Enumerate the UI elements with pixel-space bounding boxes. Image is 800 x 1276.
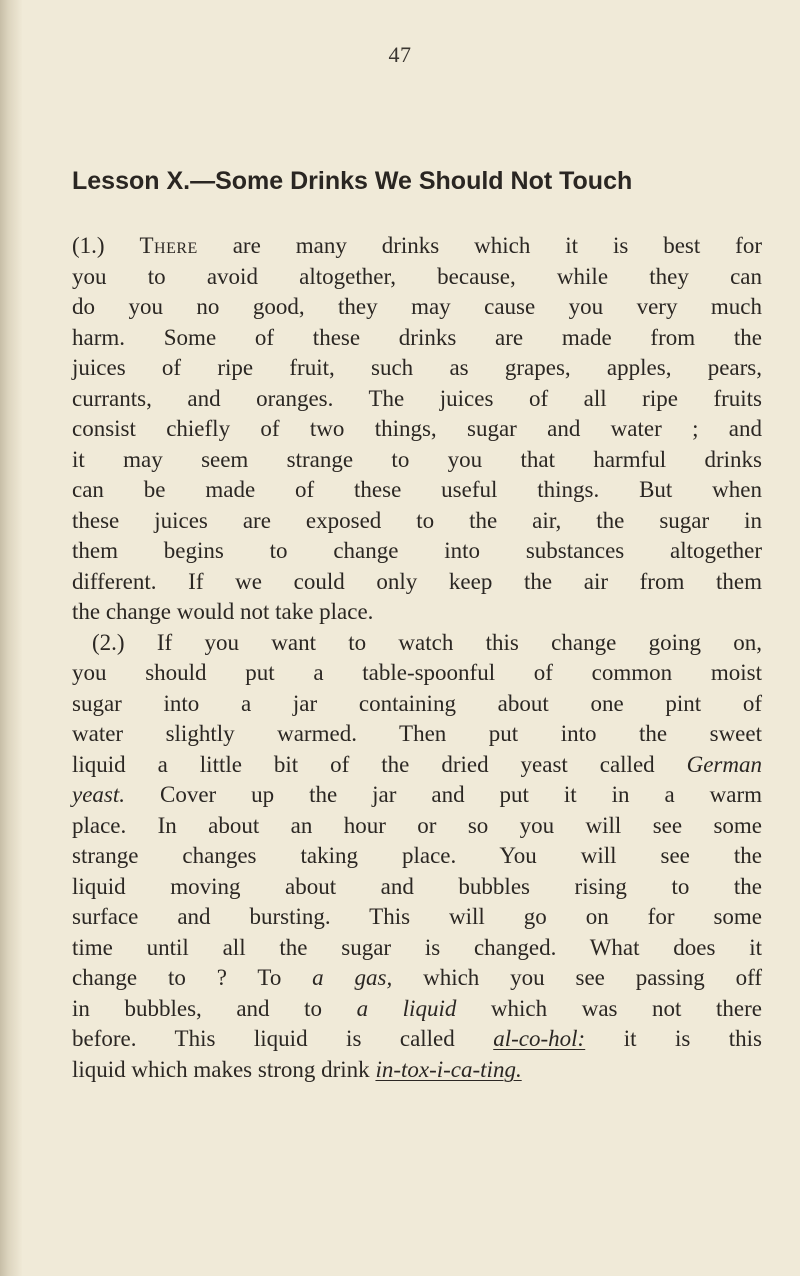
text-line xyxy=(72,292,762,323)
text-segment: strange changes taking place. You will see the xyxy=(72,843,762,868)
text-segment: (2.) If you want to watch this change going on, xyxy=(92,629,762,655)
text-line xyxy=(72,658,762,689)
italic-text: German xyxy=(686,751,762,777)
text-line xyxy=(72,811,762,842)
text-line xyxy=(72,445,762,476)
text-segment: change to ? To xyxy=(72,965,313,990)
text-line xyxy=(72,963,762,994)
text-line xyxy=(72,597,762,628)
text-line xyxy=(72,750,762,781)
text-segment: surface and bursting. This will go on for some xyxy=(72,904,762,929)
text-segment: which you see passing off xyxy=(392,965,762,990)
text-segment: in bubbles, and to xyxy=(72,995,357,1021)
text-line xyxy=(72,353,762,384)
text-line xyxy=(72,841,762,872)
text-line xyxy=(72,1024,762,1055)
text-segment: different. If we could only keep the air from them xyxy=(72,568,762,594)
italic-text: a liquid xyxy=(356,995,457,1021)
text-line xyxy=(72,475,762,506)
text-segment: you to avoid altogether, because, while they can xyxy=(72,263,762,289)
text-line xyxy=(72,262,762,293)
text-segment: which was not there xyxy=(456,995,762,1021)
lesson-body-text xyxy=(72,231,762,1085)
text-line xyxy=(72,902,762,933)
text-line xyxy=(72,780,762,811)
text-segment: it may seem strange to you that harmful drinks xyxy=(72,446,762,472)
text-line xyxy=(72,506,762,537)
binding-edge-shadow xyxy=(0,0,22,1276)
text-segment: liquid which makes strong drink xyxy=(72,1056,376,1082)
text-line xyxy=(72,994,762,1025)
text-segment: time until all the sugar is changed. What does it xyxy=(72,934,762,960)
text-segment: place. In about an hour or so you will see some xyxy=(72,812,762,838)
text-segment: liquid a little bit of the dried yeast called xyxy=(72,751,687,777)
text-segment: harm. Some of these drinks are made from the xyxy=(72,324,762,350)
text-segment: (1.) xyxy=(72,233,140,258)
text-line xyxy=(72,628,762,659)
text-line xyxy=(72,384,762,415)
text-line xyxy=(72,719,762,750)
text-line xyxy=(72,323,762,354)
text-segment: these juices are exposed to the air, the sugar in xyxy=(72,507,762,533)
text-segment: liquid moving about and bubbles rising to the xyxy=(72,873,762,899)
text-segment: Cover up the jar and put it in a warm xyxy=(125,782,762,807)
text-line xyxy=(72,689,762,720)
text-segment: the change would not take place. xyxy=(72,599,374,624)
text-line xyxy=(72,1055,762,1086)
text-line xyxy=(72,414,762,445)
text-segment: consist chiefly of two things, sugar and water ; and xyxy=(72,416,762,441)
text-segment: water slightly warmed. Then put into the sweet xyxy=(72,721,762,746)
page-number: 47 xyxy=(388,42,412,67)
emphasized-term: in-tox-i-ca-ting. xyxy=(375,1056,522,1082)
emphasized-term: al-co-hol: xyxy=(493,1026,586,1051)
text-segment: them begins to change into substances altogether xyxy=(72,538,762,563)
text-segment: sugar into a jar containing about one pint of xyxy=(72,690,762,716)
italic-text: a gas, xyxy=(312,965,393,990)
lesson-title: Lesson X.—Some Drinks We Should Not Touch xyxy=(72,167,633,195)
text-segment: you should put a table-spoonful of common moist xyxy=(72,660,762,685)
text-line xyxy=(72,231,762,262)
text-segment: are many drinks which it is best for xyxy=(197,233,762,258)
italic-text: yeast. xyxy=(72,782,126,807)
text-segment: before. This liquid is called xyxy=(72,1026,494,1051)
small-caps-text: There xyxy=(139,233,198,258)
text-line xyxy=(72,536,762,567)
text-line xyxy=(72,933,762,964)
text-segment: do you no good, they may cause you very much xyxy=(72,294,762,319)
text-segment: currants, and oranges. The juices of all ripe fruits xyxy=(72,385,762,411)
text-line xyxy=(72,872,762,903)
text-line xyxy=(72,567,762,598)
text-segment: can be made of these useful things. But when xyxy=(72,477,762,502)
text-segment: juices of ripe fruit, such as grapes, apples, pears, xyxy=(72,355,762,380)
text-segment: it is this xyxy=(585,1026,762,1051)
